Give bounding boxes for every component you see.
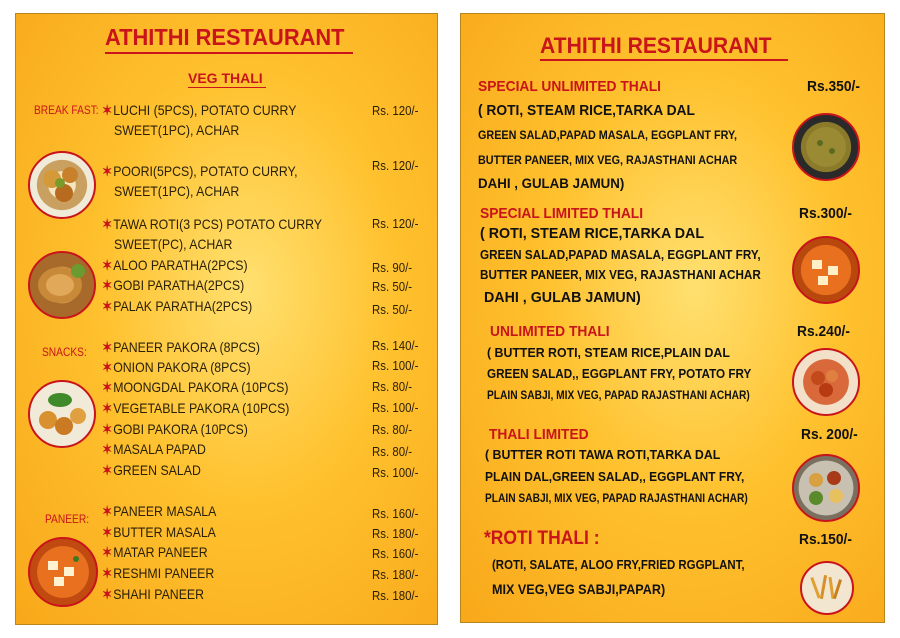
price-luchi: Rs. 120/- [372,103,419,118]
special-unlimited-thali-photo [792,113,860,181]
price-tawa-roti: Rs. 120/- [372,216,419,231]
star-icon: ✶ [102,565,113,581]
dal-bowl-icon [794,115,858,179]
unlimited-thali-photo [792,348,860,416]
thali-desc-line: ( BUTTER ROTI, STEAM RICE,PLAIN DAL [487,345,730,360]
menu-item-butter-masala [102,524,216,541]
thali-price-unlimited: Rs.240/- [797,323,850,340]
thali-name-special-limited: SPECIAL LIMITED THALI [480,205,644,222]
tikka-icon [794,350,858,414]
pakora-dish-photo [28,380,96,448]
price-green-salad: Rs. 100/- [372,465,419,480]
item-name: MATAR PANEER [113,544,208,560]
curry-bowl-icon [794,238,858,302]
thali-desc-line: DAHI , GULAB JAMUN) [478,175,625,191]
paneer-label: PANEER: [45,512,90,526]
thali-price-special-unlimited: Rs.350/- [807,78,860,95]
thali-desc-line: BUTTER PANEER, MIX VEG, RAJASTHANI ACHAR [478,153,738,167]
star-icon: ✶ [102,544,113,560]
menu-item-masala-papad [102,441,206,458]
thali-desc-line: PLAIN SABJI, MIX VEG, PAPAD RAJASTHANI ACHAR) [485,491,748,505]
price-moongdal-pakora: Rs. 80/- [372,379,413,394]
item-name: LUCHI (5PCS), POTATO CURRY [113,102,297,118]
star-icon: ✶ [102,421,113,437]
menu-item-matar-paneer [102,544,208,561]
menu-item-luchi [102,102,296,119]
item-name: POORI(5PCS), POTATO CURRY, [113,163,298,179]
poori-icon [30,153,94,217]
paratha-icon [30,253,94,317]
price-reshmi-paneer: Rs. 180/- [372,567,419,582]
menu-item-vegetable-pakora [102,400,289,417]
item-name: MOONGDAL PAKORA (10PCS) [113,379,289,395]
menu-item-paneer-masala [102,503,216,520]
item-name: ALOO PARATHA(2PCS) [113,257,248,273]
price-shahi-paneer: Rs. 180/- [372,588,419,603]
price-onion-pakora: Rs. 100/- [372,358,419,373]
item-name: ONION PAKORA (8PCS) [113,359,251,375]
star-icon: ✶ [102,257,113,273]
menu-item-gobi-pakora [102,421,248,438]
price-matar-paneer: Rs. 160/- [372,546,419,561]
item-name: GOBI PARATHA(2PCS) [113,277,245,293]
special-limited-thali-photo [792,236,860,304]
price-gobi-pakora: Rs. 80/- [372,422,413,437]
menu-item-aloo-paratha [102,257,248,274]
star-icon: ✶ [102,216,113,232]
item-name: GOBI PAKORA (10PCS) [113,421,248,437]
star-icon: ✶ [102,503,113,519]
right-restaurant-title: ATHITHI RESTAURANT [540,33,772,58]
right-title-underline [540,59,788,61]
star-icon: ✶ [102,163,113,179]
star-icon: ✶ [102,524,113,540]
thali-desc-line: BUTTER PANEER, MIX VEG, RAJASTHANI ACHAR [480,267,761,282]
thali-price-limited: Rs. 200/- [801,426,858,443]
star-icon: ✶ [102,298,113,314]
menu-item-moongdal-pakora [102,379,288,396]
star-icon: ✶ [102,441,113,457]
thali-desc-line: ( ROTI, STEAM RICE,TARKA DAL [480,225,705,242]
thali-limited-photo [792,454,860,522]
thali-name-limited: THALI LIMITED [489,426,589,443]
price-gobi-paratha: Rs. 50/- [372,279,413,294]
price-poori: Rs. 120/- [372,158,419,173]
star-icon: ✶ [102,339,113,355]
price-vegetable-pakora: Rs. 100/- [372,400,419,415]
item-name: PANEER PAKORA (8PCS) [113,339,260,355]
thali-desc-line: PLAIN SABJI, MIX VEG, PAPAD RAJASTHANI ACHAR) [487,388,750,402]
thali-desc-line: GREEN SALAD,PAPAD MASALA, EGGPLANT FRY, [478,128,738,142]
thali-price-special-limited: Rs.300/- [799,205,852,222]
price-butter-masala: Rs. 180/- [372,526,419,541]
thali-desc-line: GREEN SALAD,PAPAD MASALA, EGGPLANT FRY, [480,247,761,262]
left-title-underline [105,52,353,54]
thali-desc-line: (ROTI, SALATE, ALOO FRY,FRIED RGGPLANT, [492,557,745,572]
menu-item-poori [102,163,298,180]
left-restaurant-title: ATHITHI RESTAURANT [105,24,345,50]
price-paneer-pakora: Rs. 140/- [372,338,419,353]
item-name: VEGETABLE PAKORA (10PCS) [113,400,290,416]
item-name: MASALA PAPAD [113,441,206,457]
thali-name-special-unlimited: SPECIAL UNLIMITED THALI [478,78,661,95]
star-icon: ✶ [102,277,113,293]
paratha-dish-photo [28,251,96,319]
thali-plate-icon [794,456,858,520]
item-name: SHAHI PANEER [113,586,205,602]
snacks-label: SNACKS: [42,345,87,359]
item-name: RESHMI PANEER [113,565,215,581]
star-icon: ✶ [102,586,113,602]
thali-name-unlimited: UNLIMITED THALI [490,323,610,340]
menu-item-luchi-line2: SWEET(1PC), ACHAR [114,122,240,138]
menu-item-paneer-pakora [102,339,260,356]
menu-item-tawa-roti-line2: SWEET(PC), ACHAR [114,236,233,252]
item-name: PANEER MASALA [113,503,217,519]
roti-thali-photo [800,561,854,615]
thali-desc-line: DAHI , GULAB JAMUN) [484,289,641,306]
star-icon: ✶ [102,102,113,118]
thali-desc-line: PLAIN DAL,GREEN SALAD,, EGGPLANT FRY, [485,469,745,484]
star-icon: ✶ [102,359,113,375]
veg-thali-menu-panel [15,13,438,625]
item-name: TAWA ROTI(3 PCS) POTATO CURRY [113,216,322,232]
thali-desc-line: MIX VEG,VEG SABJI,PAPAR) [492,581,666,597]
fries-icon [802,563,852,613]
menu-item-palak-paratha [102,298,252,315]
menu-item-green-salad [102,462,201,479]
thali-name-roti: *ROTI THALI : [484,528,600,549]
menu-item-poori-line2: SWEET(1PC), ACHAR [114,183,240,199]
thali-desc-line: ( BUTTER ROTI TAWA ROTI,TARKA DAL [485,447,721,462]
pakora-icon [30,382,94,446]
paneer-dish-photo [28,537,98,607]
thali-menu-panel [460,13,885,623]
item-name: GREEN SALAD [113,462,201,478]
price-aloo-paratha: Rs. 90/- [372,260,413,275]
menu-item-onion-pakora [102,359,251,376]
thali-desc-line: ( ROTI, STEAM RICE,TARKA DAL [478,102,695,119]
menu-item-tawa-roti [102,216,322,233]
item-name: BUTTER MASALA [113,524,216,540]
veg-thali-heading: VEG THALI [188,70,263,86]
breakfast-label: BREAK FAST: [34,103,99,117]
price-palak-paratha: Rs. 50/- [372,302,413,317]
star-icon: ✶ [102,462,113,478]
thali-desc-line: GREEN SALAD,, EGGPLANT FRY, POTATO FRY [487,366,752,381]
menu-item-shahi-paneer [102,586,204,603]
star-icon: ✶ [102,379,113,395]
veg-thali-underline [188,87,266,88]
poori-dish-photo [28,151,96,219]
menu-item-gobi-paratha [102,277,244,294]
menu-item-reshmi-paneer [102,565,214,582]
price-masala-papad: Rs. 80/- [372,444,413,459]
price-paneer-masala: Rs. 160/- [372,506,419,521]
thali-price-roti: Rs.150/- [799,531,852,548]
star-icon: ✶ [102,400,113,416]
paneer-curry-icon [30,539,96,605]
item-name: PALAK PARATHA(2PCS) [113,298,253,314]
